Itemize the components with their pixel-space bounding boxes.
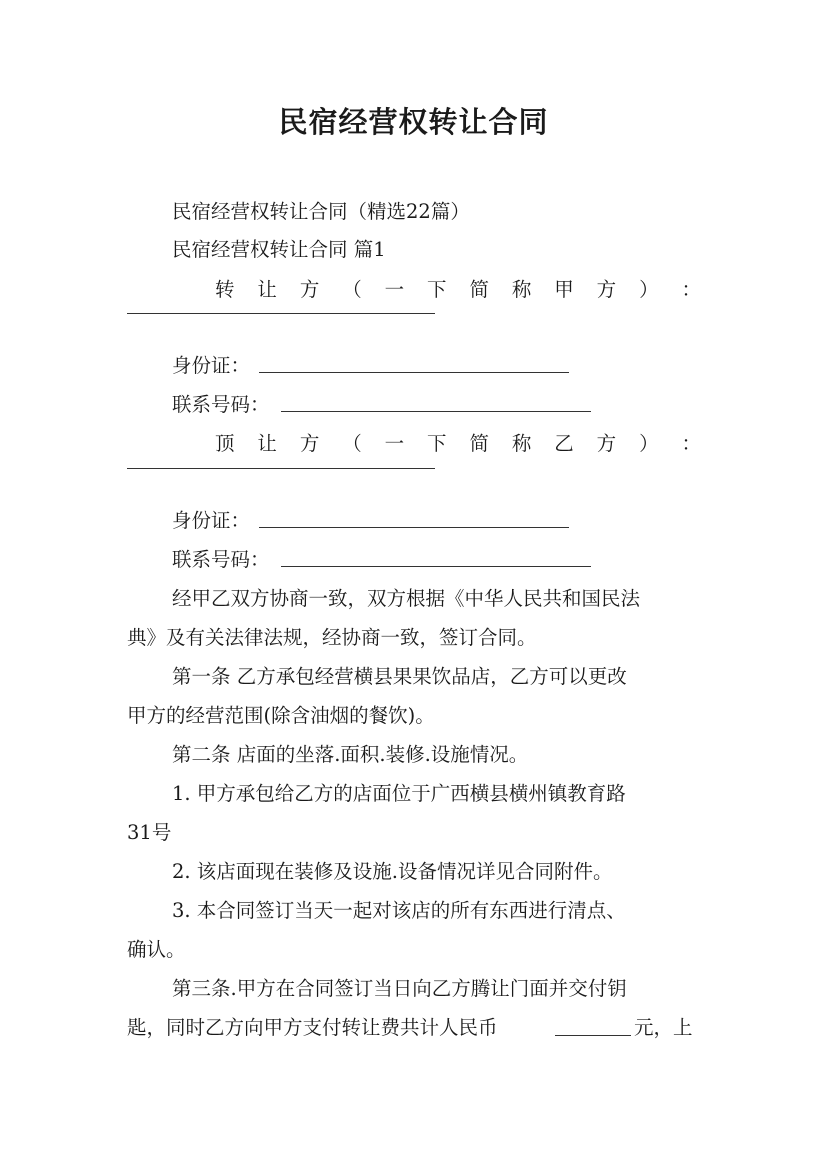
section-heading: 民宿经营权转让合同 篇1	[172, 238, 386, 261]
transferee-id-blank	[259, 527, 569, 528]
item3-line1: 3. 本合同签订当天一起对该店的所有东西进行清点、	[172, 899, 626, 922]
transferee-label: 顶 让 方 （ 一 下 简 称 乙 方 ） ：	[215, 432, 701, 455]
article1-line2: 甲方的经营范围(除含油烟的餐饮)。	[127, 704, 435, 727]
intro-paragraph-line1: 经甲乙双方协商一致，双方根据《中华人民共和国民法	[172, 587, 641, 610]
article2-title: 第二条 店面的坐落.面积.装修.设施情况。	[172, 743, 529, 766]
item1-line1: 1. 甲方承包给乙方的店面位于广西横县横州镇教育路	[172, 782, 626, 805]
article3-line2-end: 元，上	[634, 1016, 693, 1039]
transferee-name-blank	[127, 468, 435, 469]
transferor-name-blank	[127, 313, 435, 314]
transferee-phone-blank	[281, 566, 591, 567]
transferor-id-label: 身份证：	[172, 354, 251, 377]
item1-line2: 31号	[127, 821, 172, 844]
transferee-phone-label: 联系号码：	[172, 548, 270, 571]
transfer-fee-blank	[555, 1035, 631, 1036]
transferor-id-blank	[259, 372, 569, 373]
item2: 2. 该店面现在装修及设施.设备情况详见合同附件。	[172, 860, 613, 883]
document-subtitle: 民宿经营权转让合同（精选22篇）	[172, 200, 470, 223]
intro-paragraph-line2: 典》及有关法律法规，经协商一致，签订合同。	[127, 626, 537, 649]
item3-line2: 确认。	[127, 938, 186, 961]
transferee-id-label: 身份证：	[172, 509, 251, 532]
document-title: 民宿经营权转让合同	[278, 105, 549, 139]
transferor-label: 转 让 方 （ 一 下 简 称 甲 方 ） ：	[215, 278, 701, 301]
article3-line2-start: 匙，同时乙方向甲方支付转让费共计人民币	[127, 1016, 498, 1039]
transferor-phone-label: 联系号码：	[172, 393, 270, 416]
transferor-phone-blank	[281, 411, 591, 412]
article3-line1: 第三条.甲方在合同签订当日向乙方腾让门面并交付钥	[172, 977, 627, 1000]
article1-line1: 第一条 乙方承包经营横县果果饮品店，乙方可以更改	[172, 665, 627, 688]
